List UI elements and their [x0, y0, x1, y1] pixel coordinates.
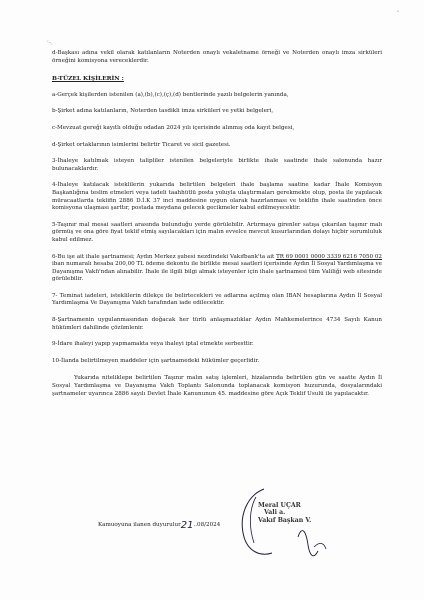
- paragraph-5: 5-Taşınır mal mesai saatleri arasında bulunduğu yerde görülebilir. Artırmaya girenler satışa çıkarılan taşınır malı görmüş ve ona göre fiyat teklif etmiş sayılacakları için malın evvelce mevcut kusurlarından dolayı hiçbir sorumluluk kabul edilmez.: [52, 221, 382, 243]
- paragraph-d-representation: d-Başkası adına vekil olarak katılanların Noterden onaylı vekaletname örneği ve Noterden onaylı imza sirküleri örneğini komisyona vereceklerdir.: [52, 50, 382, 64]
- paragraph-9: 9-İdare ihaleyi yapıp yapmamakta veya ihaleyi iptal etmekte serbesttir.: [52, 341, 254, 348]
- signatory: [258, 502, 311, 524]
- paragraph-7: 7- Teminat iadeleri, isteklilerin dilekçe ile belirtecekleri ve adlarına açılmış olan IBAN hesaplarına Aydın İl Sosyal Yardımlaşma Ve Dayanışma Vakfı tarafından iade edilecektir.: [52, 292, 382, 307]
- paragraph-c: c-Mevzuat gereği kayıtlı olduğu odadan 2024 yılı içerisinde alınmış oda kayıt belgesi,: [52, 124, 295, 131]
- scan-mark: ‘–,: [47, 40, 53, 46]
- handwritten-signature-icon: [228, 485, 368, 565]
- paragraph-4: 4-İhaleye katılacak isteklilerin yukarıda belirtilen belgeleri ihale başlama saatine kadar İhale Komisyon Başkanlığına teslim etmeleri veya iadeli taahhütlü posta yoluyla ulaştırmaları gerekmekte olup, posta ile yapılacak müracaatlarda teklifin 2886 D.İ.K 37 inci maddesine uygun olarak hazırlanması ve teklifin ihale saatinden önce komisyona ulaşması şarttır, postada meydana gelecek gecikmeler kabul edilmeyecektir.: [52, 182, 382, 212]
- announcement-date-line: [98, 518, 220, 529]
- signatory-name: Meral UÇAR: [258, 502, 301, 509]
- signatory-role: Vakıf Başkan V.: [258, 516, 312, 524]
- closing-paragraph: Yukarıda niteliklери belirtilen Taşınır malın satış işlemleri, hizalarında belirtilen gün ve saatte Aydın İl Sosyal Yardımlaşma ve Dayanışma Vakfı Toplantı Salonunda toplanacak komisyon huzurunda, dosyalarındaki şartnameler uyarınca 2886 sayılı Devlet İhale Kanununun 45. maddesine göre Açık Teklif Usulü ile yapılacaktır.: [52, 375, 382, 397]
- iban-number: TR 69 0001 0000 3339 6216 7050 02: [276, 253, 382, 260]
- paragraph-10: 10-İlanda belirtilmeyen maddeler için şartnamedeki hükümler geçerlidir.: [52, 357, 260, 364]
- paragraph-3: 3-İhaleye katılmak isteyen talipliler istenilen belgeleriyle birlikte ihale saatinde ihale salonunda hazır bulunacaklardır.: [52, 158, 382, 172]
- paragraph-d: d-Şirket ortaklarının isimlerini belirtir Ticaret ve sicil gazetesi.: [52, 141, 231, 148]
- paragraph-8: 8-Şartnamenin uygulanmasından doğacak her türlü anlaşmazlıklar Aydın Mahkemelerince 4734 Sayılı Kanun hükümleri dahilinde çözümlenir.: [52, 317, 382, 331]
- paragraph-b: b-Şirket adına katılanların, Noterden tasdikli imza sirküleri ve yetki belgeleri,: [52, 108, 274, 115]
- paragraph-a: a-Gerçek kişilerden istenilen (a),(b),(c),(ç),(d) bentlerinde yazılı belgelerin yanında,: [52, 91, 289, 98]
- section-heading-legal-entities: [52, 75, 382, 83]
- scan-mark: ‘: [397, 10, 399, 17]
- signatory-title: Vali a.: [264, 509, 286, 517]
- paragraph-6: [52, 254, 382, 284]
- paragraph-6-text-b: iban numaralı hesaba 200,00 TL ödeme dekontu ile birlikte mesai saatleri içerisinde Aydın İl Sosyal Yardımlaşma ve Dayanışma Vakfı'ndan alınabilir. İhale ile ilgili bilgi almak isteyenler için ihale şartnamesi tüm Valiliği web sitesinde görülebilir.: [52, 261, 382, 283]
- announcement-date: ..08/2024: [193, 522, 221, 528]
- handwritten-day: 21: [180, 520, 194, 531]
- section-heading-text: B-TÜZEL KİŞİLERİN :: [52, 75, 124, 83]
- announcement-text: Kamuoyuna ilanen duyurulur: [98, 522, 181, 528]
- signature-block: [228, 485, 368, 565]
- document-body: [52, 50, 382, 398]
- paragraph-6-text-a: 6-Bu işe ait ihale şartnamesi; Aydın Merkez şubesi nezdindeki Vakıfbank'ta ait: [52, 253, 277, 260]
